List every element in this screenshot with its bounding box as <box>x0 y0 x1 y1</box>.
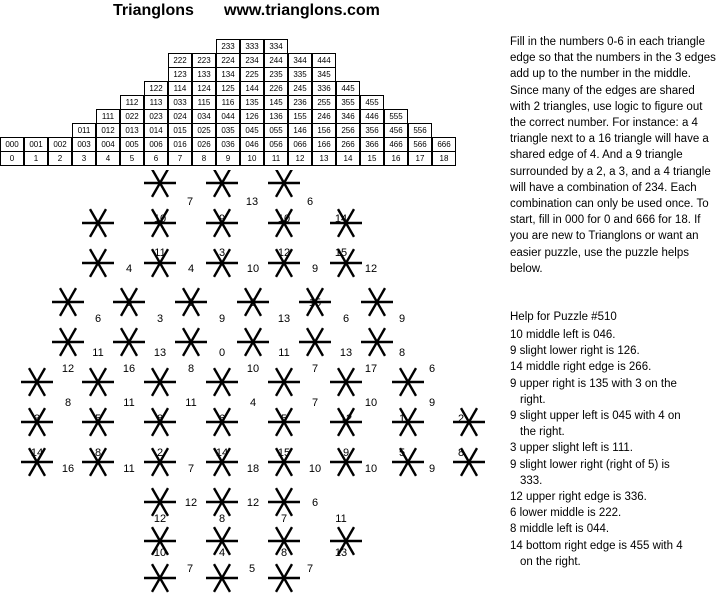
hint-line: 14 middle right edge is 266. <box>510 361 652 374</box>
sum-index-cell: 4 <box>96 151 120 166</box>
combination-cell: 022 <box>120 109 144 124</box>
combination-cell: 344 <box>288 53 312 68</box>
combination-cell: 246 <box>312 109 336 124</box>
hint-line: 9 slight lower right is 126. <box>510 345 640 358</box>
combination-cell: 024 <box>168 109 192 124</box>
triangle-sum-number: 12 <box>61 363 75 375</box>
triangle-sum-number: 16 <box>122 363 136 375</box>
triangle-sum-number: 3 <box>156 313 164 325</box>
triangle-sum-number: 7 <box>280 513 288 525</box>
combination-cell: 255 <box>312 95 336 110</box>
combination-cell: 034 <box>192 109 216 124</box>
combination-cell: 456 <box>384 123 408 138</box>
combination-cell: 233 <box>216 39 240 54</box>
grid-vertex <box>361 288 393 316</box>
combination-cell: 244 <box>264 53 288 68</box>
triangle-sum-number: 9 <box>428 397 436 409</box>
hint-line: 10 middle left is 046. <box>510 329 616 341</box>
triangle-sum-number: 15 <box>334 247 348 259</box>
grid-vertex <box>392 368 424 396</box>
hint-line-continued: 333. <box>520 474 543 487</box>
combination-cell: 056 <box>264 137 288 152</box>
triangle-sum-number: 8 <box>280 547 288 559</box>
triangle-sum-number: 2 <box>457 413 465 425</box>
triangle-sum-number: 18 <box>246 463 260 475</box>
combination-cell: 116 <box>216 95 240 110</box>
combination-cell: 223 <box>192 53 216 68</box>
combination-cell: 046 <box>240 137 264 152</box>
sum-index-cell: 15 <box>360 151 384 166</box>
sum-index-cell: 10 <box>240 151 264 166</box>
grid-vertex <box>206 368 238 396</box>
triangle-sum-number: 6 <box>94 313 102 325</box>
triangle-sum-number: 3 <box>33 413 41 425</box>
triangle-sum-number: 15 <box>277 447 291 459</box>
combination-cell: 045 <box>240 123 264 138</box>
triangle-sum-number: 11 <box>185 397 197 409</box>
combination-cell: 566 <box>408 137 432 152</box>
combination-cell: 025 <box>192 123 216 138</box>
sum-index-cell: 1 <box>24 151 48 166</box>
sum-index-cell: 17 <box>408 151 432 166</box>
triangle-sum-number: 14 <box>30 447 44 459</box>
triangle-sum-number: 6 <box>306 196 314 208</box>
combination-cell: 266 <box>336 137 360 152</box>
triangle-sum-number: 9 <box>218 213 226 225</box>
triangle-sum-number: 13 <box>277 313 291 325</box>
hint-line: 8 middle left is 044. <box>510 523 610 536</box>
triangle-sum-number: 10 <box>364 463 378 475</box>
triangle-sum-number: 0 <box>218 347 226 359</box>
combination-cell: 014 <box>144 123 168 138</box>
sum-index-cell: 11 <box>264 151 288 166</box>
combination-cell: 114 <box>168 81 192 96</box>
triangle-sum-number: 6 <box>218 413 226 425</box>
grid-vertex <box>144 488 176 516</box>
combination-cell: 023 <box>144 109 168 124</box>
triangle-sum-number: 11 <box>335 513 347 525</box>
grid-vertex <box>82 209 114 237</box>
triangle-sum-number: 11 <box>154 247 166 259</box>
combination-cell: 446 <box>360 109 384 124</box>
sum-index-cell: 12 <box>288 151 312 166</box>
combination-cell: 166 <box>312 137 336 152</box>
combination-cell: 015 <box>168 123 192 138</box>
hint-line-continued: right. <box>520 393 546 406</box>
triangle-sum-number: 10 <box>246 363 260 375</box>
grid-vertex <box>206 564 238 592</box>
triangle-sum-number: 15 <box>308 297 322 309</box>
sum-index-cell: 3 <box>72 151 96 166</box>
combination-cell: 125 <box>216 81 240 96</box>
hint-line-continued: on the right. <box>520 555 581 568</box>
grid-vertex <box>82 368 114 396</box>
sum-index-cell: 13 <box>312 151 336 166</box>
sum-index-cell: 8 <box>192 151 216 166</box>
grid-vertex <box>268 488 300 516</box>
combination-cell: 224 <box>216 53 240 68</box>
combination-cell: 333 <box>240 39 264 54</box>
triangle-sum-number: 12 <box>184 497 198 509</box>
combination-cell: 146 <box>288 123 312 138</box>
triangle-sum-number: 13 <box>334 547 348 559</box>
combination-cell: 455 <box>360 95 384 110</box>
combination-cell: 222 <box>168 53 192 68</box>
combination-cell: 236 <box>288 95 312 110</box>
combination-cell: 011 <box>72 123 96 138</box>
triangle-sum-number: 1 <box>398 413 406 425</box>
help-title: Help for Puzzle #510 <box>510 311 617 323</box>
triangle-sum-number: 11 <box>123 397 135 409</box>
grid-vertex <box>113 328 145 356</box>
puzzle-grid <box>0 170 500 595</box>
grid-vertex <box>144 564 176 592</box>
triangle-sum-number: 10 <box>153 213 167 225</box>
combination-cell: 003 <box>72 137 96 152</box>
combination-cell: 466 <box>384 137 408 152</box>
triangle-sum-number: 4 <box>187 263 195 275</box>
combination-cell: 346 <box>336 109 360 124</box>
grid-vertex <box>52 288 84 316</box>
triangle-sum-number: 3 <box>218 247 226 259</box>
grid-vertex <box>237 328 269 356</box>
combination-cell: 155 <box>288 109 312 124</box>
combination-cell: 556 <box>408 123 432 138</box>
combination-cell: 334 <box>264 39 288 54</box>
triangle-sum-number: 5 <box>398 447 406 459</box>
combination-cell: 256 <box>336 123 360 138</box>
combination-cell: 135 <box>240 95 264 110</box>
grid-vertex <box>82 249 114 277</box>
combination-cell: 235 <box>264 67 288 82</box>
triangle-sum-number: 12 <box>246 497 260 509</box>
combination-cell: 013 <box>120 123 144 138</box>
combination-cell: 124 <box>192 81 216 96</box>
combination-cell: 144 <box>240 81 264 96</box>
hint-line: 6 lower middle is 222. <box>510 507 622 520</box>
hint-line: 12 upper right edge is 336. <box>510 491 647 504</box>
hint-line: 14 bottom right edge is 455 with 4 <box>510 539 683 552</box>
triangle-sum-number: 17 <box>364 363 378 375</box>
combination-cell: 055 <box>264 123 288 138</box>
combination-cell: 004 <box>96 137 120 152</box>
combination-cell: 225 <box>240 67 264 82</box>
triangle-sum-number: 9 <box>218 313 226 325</box>
triangle-sum-number: 5 <box>94 413 102 425</box>
combination-cell: 001 <box>24 137 48 152</box>
grid-vertex <box>392 448 424 476</box>
triangle-sum-number: 12 <box>153 513 167 525</box>
hint-line: 9 slight lower right (right of 5) is <box>510 458 670 471</box>
combination-cell: 044 <box>216 109 240 124</box>
combination-cell: 444 <box>312 53 336 68</box>
triangle-sum-number: 2 <box>156 447 164 459</box>
combination-cell: 006 <box>144 137 168 152</box>
combination-cell: 335 <box>288 67 312 82</box>
sum-index-cell: 9 <box>216 151 240 166</box>
triangle-sum-number: 7 <box>306 563 314 575</box>
combination-cell: 136 <box>264 109 288 124</box>
triangle-sum-number: 5 <box>280 413 288 425</box>
triangle-sum-number: 8 <box>156 413 164 425</box>
triangle-sum-number: 9 <box>311 263 319 275</box>
hint-line: 9 upper right is 135 with 3 on the <box>510 377 677 390</box>
grid-vertex <box>361 328 393 356</box>
grid-vertex <box>144 368 176 396</box>
combination-cell: 036 <box>216 137 240 152</box>
grid-vertex <box>52 328 84 356</box>
triangle-sum-number: 5 <box>248 563 256 575</box>
combination-cell: 012 <box>96 123 120 138</box>
hint-line: 9 slight upper left is 045 with 4 on <box>510 410 681 423</box>
grid-vertex <box>392 408 424 436</box>
combination-cell: 002 <box>48 137 72 152</box>
sum-index-cell: 7 <box>168 151 192 166</box>
combination-cell: 245 <box>288 81 312 96</box>
hint-list <box>510 327 718 570</box>
combination-cell: 366 <box>360 137 384 152</box>
triangle-sum-number: 10 <box>364 397 378 409</box>
sum-index-cell: 18 <box>432 151 456 166</box>
triangle-sum-number: 6 <box>187 297 195 309</box>
combination-cell: 555 <box>384 109 408 124</box>
combination-cell: 000 <box>0 137 24 152</box>
triangle-sum-number: 12 <box>277 247 291 259</box>
triangle-sum-number: 9 <box>398 313 406 325</box>
combination-cell: 005 <box>120 137 144 152</box>
sum-index-cell: 5 <box>120 151 144 166</box>
triangle-sum-number: 14 <box>334 213 348 225</box>
combination-cell: 336 <box>312 81 336 96</box>
triangle-sum-number: 13 <box>339 347 353 359</box>
grid-vertex <box>175 328 207 356</box>
combination-cell: 122 <box>144 81 168 96</box>
triangle-sum-number: 8 <box>94 447 102 459</box>
triangle-sum-number: 12 <box>339 413 353 425</box>
triangle-sum-number: 12 <box>364 263 378 275</box>
triangle-sum-number: 9 <box>249 297 257 309</box>
combination-cell: 033 <box>168 95 192 110</box>
combination-cell: 016 <box>168 137 192 152</box>
triangle-sum-number: 10 <box>153 547 167 559</box>
triangle-sum-number: 10 <box>277 213 291 225</box>
combination-cell: 345 <box>312 67 336 82</box>
triangle-sum-number: 7 <box>186 563 194 575</box>
triangle-sum-number: 11 <box>123 463 135 475</box>
triangle-sum-number: 8 <box>457 447 465 459</box>
grid-vertex <box>206 170 238 197</box>
combination-cell: 026 <box>192 137 216 152</box>
grid-vertex <box>268 170 300 197</box>
combination-cell: 115 <box>192 95 216 110</box>
triangle-sum-number: 11 <box>92 347 104 359</box>
grid-vertex <box>268 564 300 592</box>
triangle-sum-number: 8 <box>64 397 72 409</box>
triangle-sum-number: 4 <box>218 547 226 559</box>
triangle-sum-number: 10 <box>246 263 260 275</box>
hint-line-continued: the right. <box>520 426 565 439</box>
grid-vertex <box>268 368 300 396</box>
combination-cell: 112 <box>120 95 144 110</box>
triangle-sum-number: 6 <box>311 497 319 509</box>
site-title: Trianglons <box>113 2 194 19</box>
triangle-sum-number: 13 <box>153 347 167 359</box>
combination-cell: 445 <box>336 81 360 96</box>
sum-index-cell: 16 <box>384 151 408 166</box>
combination-cell: 234 <box>240 53 264 68</box>
triangle-sum-number: 6 <box>428 363 436 375</box>
combination-cell: 111 <box>96 109 120 124</box>
triangle-sum-number: 4 <box>125 263 133 275</box>
combination-cell: 123 <box>168 67 192 82</box>
triangle-sum-number: 10 <box>308 463 322 475</box>
grid-vertex <box>330 368 362 396</box>
combination-cell: 133 <box>192 67 216 82</box>
combination-cell: 145 <box>264 95 288 110</box>
triangle-sum-number: 7 <box>186 196 194 208</box>
triangle-sum-number: 6 <box>342 313 350 325</box>
triangle-sum-number: 8 <box>398 347 406 359</box>
combination-cell: 356 <box>360 123 384 138</box>
triangle-sum-number: 5 <box>125 297 133 309</box>
combination-cell: 355 <box>336 95 360 110</box>
sum-index-cell: 2 <box>48 151 72 166</box>
triangle-sum-number: 14 <box>215 447 229 459</box>
sum-index-cell: 0 <box>0 151 24 166</box>
grid-vertex <box>206 488 238 516</box>
combination-cell: 113 <box>144 95 168 110</box>
grid-vertex <box>21 368 53 396</box>
triangle-sum-number: 8 <box>218 513 226 525</box>
sum-index-cell: 6 <box>144 151 168 166</box>
sum-index-cell: 14 <box>336 151 360 166</box>
grid-vertex <box>299 328 331 356</box>
combination-cell: 134 <box>216 67 240 82</box>
instructions-text: Fill in the numbers 0-6 in each triangle edge so that the numbers in the 3 edges add up to the number in the middle. Since many of the edges are shared with 2 triangles, use logic to figure out the correct number. For instance: a 4 triangle next to a 16 triangle will have a shared edge of 4. And a 9 triangle surrounded by a 2, a 3, and a 4 triangle will have a combination of 234. Each combination can only be used once. To start, fill in 000 for 0 and 666 for 18. If you are new to Trianglons or want an easier puzzle, use the puzzle helps below. <box>510 36 716 275</box>
combination-cell: 035 <box>216 123 240 138</box>
triangle-sum-number: 8 <box>187 363 195 375</box>
triangle-sum-number: 9 <box>342 447 350 459</box>
triangle-sum-number: 16 <box>61 463 75 475</box>
hint-line: 3 upper slight left is 111. <box>510 442 633 455</box>
triangle-sum-number: 7 <box>311 363 319 375</box>
combination-cell: 156 <box>312 123 336 138</box>
combination-cell: 226 <box>264 81 288 96</box>
combination-cell: 126 <box>240 109 264 124</box>
triangle-sum-number: 9 <box>428 463 436 475</box>
triangle-sum-number: 7 <box>187 463 195 475</box>
triangle-sum-number: 13 <box>245 196 259 208</box>
triangle-sum-number: 4 <box>249 397 257 409</box>
site-url[interactable]: www.trianglons.com <box>224 2 380 19</box>
combination-cell: 066 <box>288 137 312 152</box>
combination-cell: 666 <box>432 137 456 152</box>
grid-vertex <box>144 170 176 197</box>
triangle-sum-number: 7 <box>311 397 319 409</box>
triangle-sum-number: 11 <box>278 347 290 359</box>
